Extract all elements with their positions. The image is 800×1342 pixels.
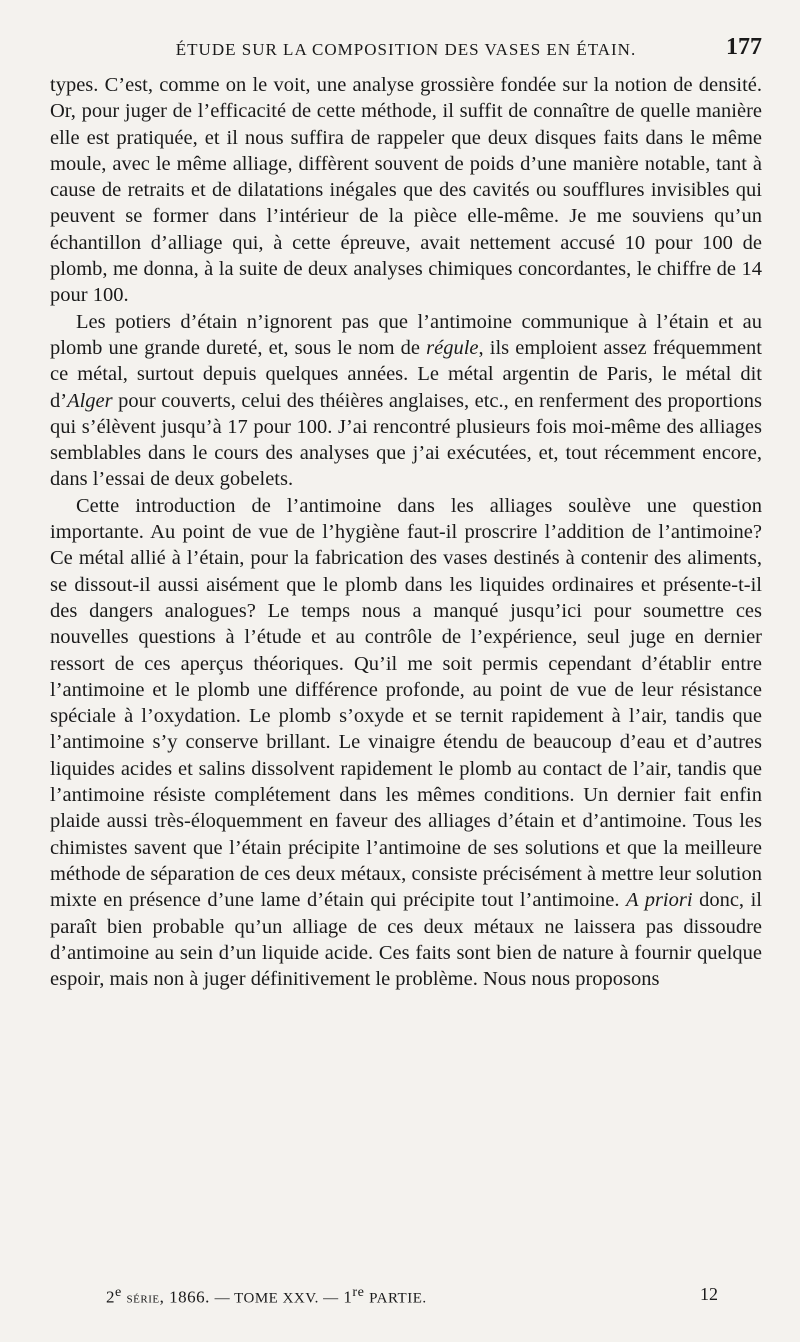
italic-term: régule bbox=[426, 336, 479, 359]
series-suffix: e bbox=[115, 1284, 122, 1300]
text-run: types. C’est, comme on le voit, une analyse grossière fondée sur la notion de densité. Or, pour juger de l’efficacité de cette méthode, il suffit de connaître de quelle manière elle est pratiquée, et il nous suffira de rappeler que deux disques faits dans le même moule, avec le même alliage, diffèrent souvent de poids d’une manière notable, tant à cause de retraits et de dilatations inégales que des cavités ou soufflures invisibles qui peuvent se former dans l’intérieur de la pièce elle-même. Je me souviens qu’un échantillon d’alliage qui, à cette épreuve, avait nettement accusé 10 pour 100 de plomb, me donna, à la suite de deux analyses chimiques concordantes, le chiffre de 14 pour 100. bbox=[50, 74, 762, 307]
footer-imprint: 2e série, 1866. — TOME XXV. — 1re PARTIE. bbox=[106, 1284, 427, 1307]
running-title: ÉTUDE SUR LA COMPOSITION DES VASES EN ÉTAIN. bbox=[175, 40, 637, 59]
paragraph bbox=[50, 72, 762, 309]
part-suffix: re bbox=[352, 1284, 365, 1300]
page-number: 177 bbox=[726, 34, 762, 60]
paragraph bbox=[50, 309, 762, 493]
paragraph bbox=[50, 493, 762, 993]
part-number: 1 bbox=[343, 1287, 353, 1307]
document-page bbox=[50, 30, 762, 1320]
footer-year: 1866. bbox=[169, 1287, 210, 1307]
body-text bbox=[50, 72, 762, 992]
text-run: donc, il paraît bien probable qu’un alliage de ces deux métaux ne laissera pas dissoudre d’antimoine au sein d’un liquide acide. Ces faits sont bien de nature à fournir quelque espoir, mais non à juger définitivement le problème. Nous nous proposons bbox=[50, 889, 762, 991]
part-word: PARTIE. bbox=[369, 1290, 427, 1307]
page-footer bbox=[50, 1284, 762, 1314]
italic-term: Alger bbox=[67, 389, 113, 412]
italic-term: A priori bbox=[626, 889, 693, 912]
text-run: Cette introduction de l’antimoine dans les alliages soulève une question importante. Au point de vue de l’hygiène faut-il proscrire l’addition de l’antimoine? Ce métal allié à l’étain, pour la fabrication des vases destinés à contenir des aliments, se dissout-il aussi aisément que le plomb dans les liquides ordinaires et présente-t-il des dangers analogues? Le temps nous a manqué jusqu’ici pour soumettre ces nouvelles questions à l’étude et au contrôle de l’expérience, seul juge en dernier ressort de ces aperçus théoriques. Qu’il me soit permis cependant d’établir entre l’antimoine et le plomb une différence profonde, au point de vue de leur résistance spéciale à l’oxydation. Le plomb s’oxyde et se ternit rapidement à l’air, tandis que l’antimoine s’y conserve brillant. Le vinaigre étendu de beaucoup d’eau et d’autres liquides acides et salins dissolvent rapidement le plomb au contact de l’air, tandis que l’antimoine résiste complétement dans les mêmes conditions. Un dernier fait enfin plaide aussi très-éloquemment en faveur des alliages d’étain et d’antimoine. Tous les chimistes savent que l’étain précipite l’antimoine de ses solutions et que la meilleure méthode de séparation de ces deux métaux, consiste précisément à mettre leur solution mixte en présence d’une lame d’étain qui précipite tout l’antimoine. bbox=[50, 494, 762, 912]
text-run: Les potiers d’étain n’ignorent pas que l’antimoine communique à l’étain et au plomb une grande dureté, et, sous le nom de bbox=[50, 310, 762, 359]
running-head bbox=[50, 30, 762, 72]
text-run: pour couverts, celui des théières anglaises, etc., en renferment des proportions qui s’élèvent jusqu’à 17 pour 100. J’ai rencontré plusieurs fois moi-même des alliages semblables dans le cours des analyses que j’ai exécutées, et, tout récemment encore, dans l’essai de deux gobelets. bbox=[50, 389, 762, 491]
footer-volume: — TOME XXV. — bbox=[214, 1290, 339, 1307]
series-word: série bbox=[126, 1290, 160, 1307]
signature-mark: 12 bbox=[700, 1284, 718, 1304]
series-number: 2 bbox=[106, 1287, 115, 1307]
text-run: , ils emploient assez fréquemment ce métal, surtout depuis quelques années. Le métal argentin de Paris, le métal dit d’ bbox=[50, 336, 762, 412]
